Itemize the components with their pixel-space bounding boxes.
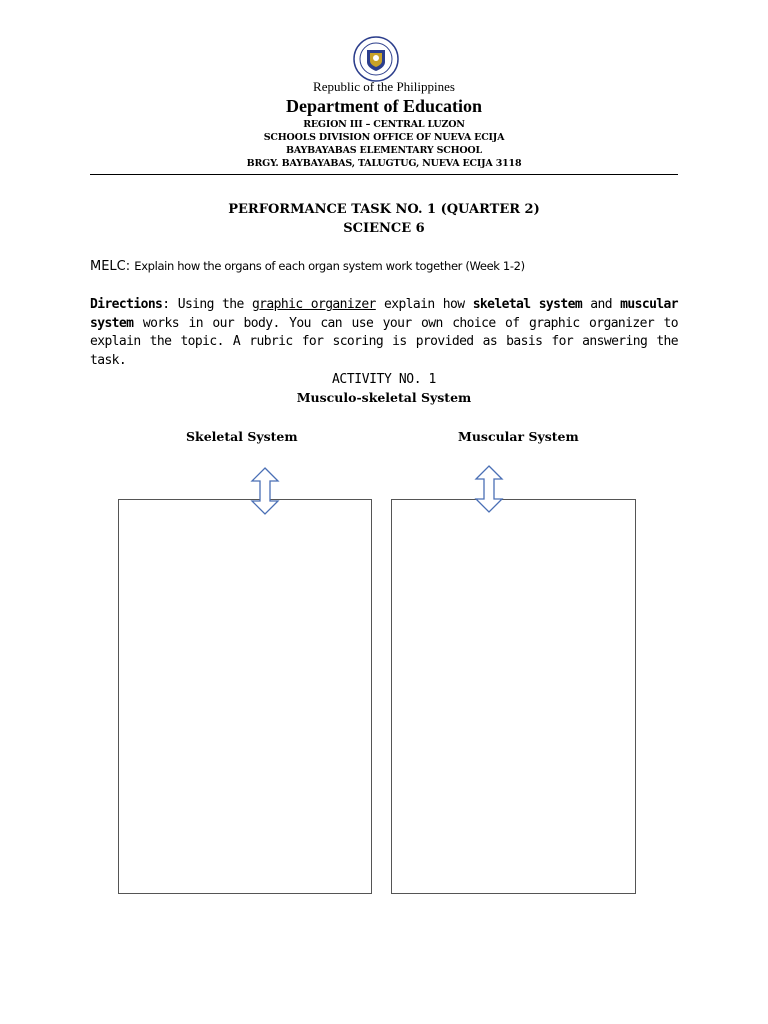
activity-number: ACTIVITY NO. 1 (332, 372, 436, 387)
skeletal-system-label: Skeletal System (186, 429, 298, 444)
department-title: Department of Education (286, 96, 482, 116)
muscular-system-answer-box[interactable] (391, 499, 636, 894)
address-label: BRGY. BAYBAYABAS, TALUGTUG, NUEVA ECIJA 3118 (246, 158, 522, 169)
melc-label: MELC: (90, 259, 131, 274)
directions-text-1: : Using the (162, 297, 252, 312)
directions-text-4: works in our body. You can use your own choice of graphic organizer to explain the topic. A rubric for scoring is provided as basis for answering the task. (90, 315, 678, 368)
republic-label: Republic of the Philippines (313, 79, 455, 94)
melc-line (90, 259, 525, 274)
graphic-organizer-link: graphic organizer (251, 297, 376, 312)
task-title: PERFORMANCE TASK NO. 1 (QUARTER 2) (228, 202, 540, 217)
directions-text-2: explain how (375, 297, 473, 312)
division-label: SCHOOLS DIVISION OFFICE OF NUEVA ECIJA (263, 132, 505, 143)
directions-label: Directions (90, 297, 163, 312)
region-label: REGION III – CENTRAL LUZON (303, 119, 465, 130)
school-label: BAYBAYABAS ELEMENTARY SCHOOL (286, 145, 482, 156)
directions-text-3: and (582, 297, 621, 312)
skeletal-system-answer-box[interactable] (118, 499, 372, 894)
header-divider (90, 174, 678, 175)
directions-paragraph (90, 296, 678, 370)
up-down-arrow-icon (474, 465, 504, 513)
muscular-system-label: Muscular System (458, 429, 579, 444)
deped-seal-icon (348, 35, 404, 83)
subject-title: SCIENCE 6 (343, 221, 425, 236)
muscular-system-term: muscular system (90, 297, 678, 331)
activity-title: Musculo-skeletal System (296, 390, 472, 405)
up-down-arrow-icon (250, 467, 280, 515)
melc-text: Explain how the organs of each organ system work together (Week 1-2) (134, 259, 525, 273)
skeletal-system-term: skeletal system (472, 297, 583, 312)
